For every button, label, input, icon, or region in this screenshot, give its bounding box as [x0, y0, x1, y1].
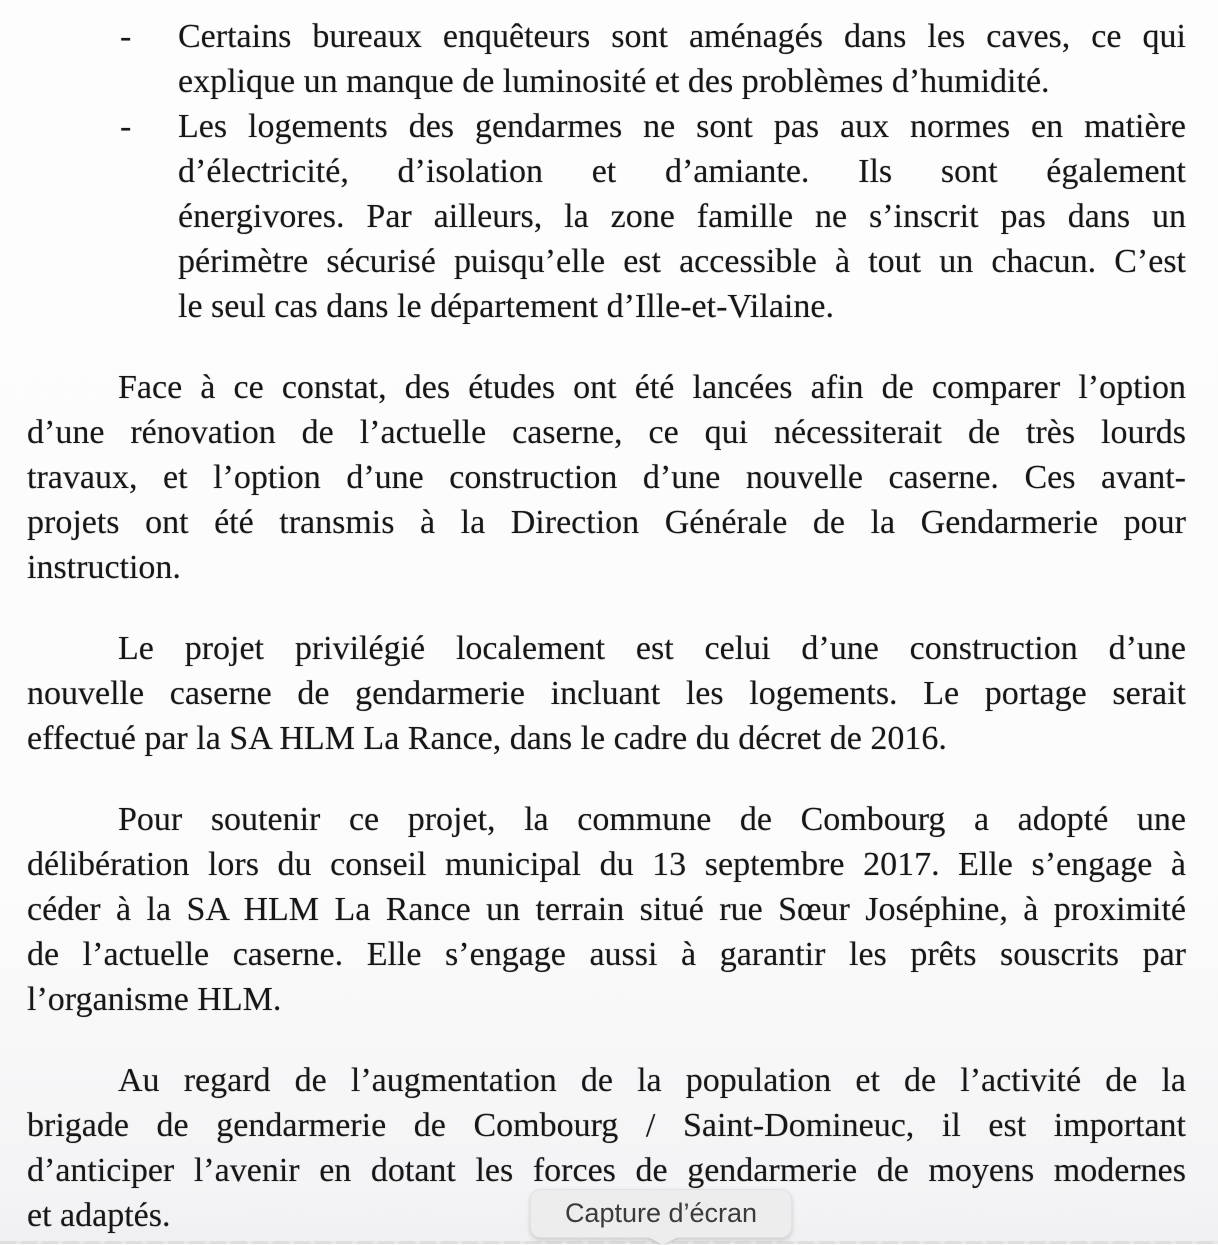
bullet-dash: - — [120, 108, 132, 145]
text-line: périmètre sécurisé puisqu’elle est accessible à tout un chacun. C’est — [178, 243, 1186, 280]
text-line: délibération lors du conseil municipal du 13 septembre 2017. Elle s’engage à — [27, 846, 1186, 883]
text-line: céder à la SA HLM La Rance un terrain situé rue Sœur Joséphine, à proximité — [27, 891, 1186, 928]
text-line: Face à ce constat, des études ont été lancées afin de comparer l’option — [118, 369, 1186, 406]
text-line: brigade de gendarmerie de Combourg / Saint-Domineuc, il est important — [27, 1107, 1186, 1144]
text-line: explique un manque de luminosité et des problèmes d’humidité. — [178, 63, 1050, 100]
capture-tooltip-label: Capture d’écran — [564, 1198, 758, 1228]
text-line: projets ont été transmis à la Direction Générale de la Gendarmerie pour — [27, 504, 1186, 541]
text-line: Les logements des gendarmes ne sont pas aux normes en matière — [178, 108, 1186, 145]
text-line: l’organisme HLM. — [27, 981, 282, 1018]
text-line: nouvelle caserne de gendarmerie incluant les logements. Le portage serait — [27, 675, 1186, 712]
text-line: Au regard de l’augmentation de la population et de l’activité de la — [118, 1062, 1186, 1099]
paragraph — [27, 365, 1186, 590]
capture-tooltip — [530, 1189, 792, 1238]
text-line: effectué par la SA HLM La Rance, dans le cadre du décret de 2016. — [27, 720, 947, 757]
bullet-item — [27, 14, 1186, 104]
document-page — [27, 0, 1186, 1238]
text-line: d’électricité, d’isolation et d’amiante. Ils sont également — [178, 153, 1186, 190]
text-line: d’anticiper l’avenir en dotant les forces de gendarmerie de moyens modernes — [27, 1152, 1186, 1189]
text-line: travaux, et l’option d’une construction d’une nouvelle caserne. Ces avant- — [27, 459, 1186, 496]
bullet-item — [27, 104, 1186, 329]
text-line: instruction. — [27, 549, 181, 586]
text-line: le seul cas dans le département d’Ille-et-Vilaine. — [178, 288, 834, 325]
text-line: Pour soutenir ce projet, la commune de Combourg a adopté une — [118, 801, 1186, 838]
text-line: énergivores. Par ailleurs, la zone famille ne s’inscrit pas dans un — [178, 198, 1186, 235]
paragraph — [27, 626, 1186, 761]
text-line: de l’actuelle caserne. Elle s’engage aussi à garantir les prêts souscrits par — [27, 936, 1186, 973]
paragraph — [27, 797, 1186, 1022]
text-line: Certains bureaux enquêteurs sont aménagés dans les caves, ce qui — [178, 18, 1186, 55]
text-line: et adaptés. — [27, 1197, 171, 1234]
bullet-dash: - — [120, 18, 132, 55]
text-line: d’une rénovation de l’actuelle caserne, ce qui nécessiterait de très lourds — [27, 414, 1186, 451]
text-line: Le projet privilégié localement est celui d’une construction d’une — [118, 630, 1186, 667]
